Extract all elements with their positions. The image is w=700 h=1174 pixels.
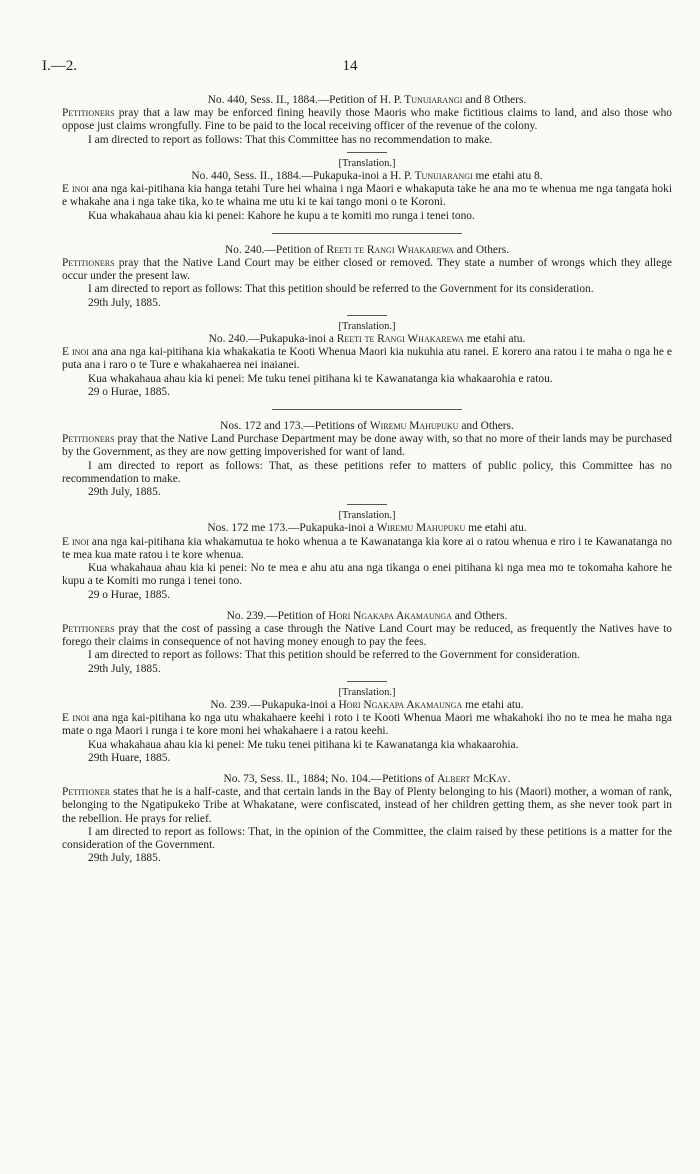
petitioner-name: Albert McKay. [437,772,511,785]
report-date: 29th Huare, 1885. [88,751,171,764]
petitions-list [62,94,672,865]
petitioner-name: Reeti te Rangi Whakarewa [326,243,454,256]
petition-text: pray that the Native Land Purchase Department may be done away with, so that no more of their lands may be purchased by the Government, as they are now getting impoverished for want of land. [62,433,672,459]
divider [272,409,462,410]
report-date: 29 o Hurae, 1885. [88,385,170,398]
section-heading [62,244,672,257]
heading-prefix: No. 239.—Pukapuka-inoi a [210,698,336,711]
petition-section [62,94,672,147]
section-body [62,433,672,499]
committee-report: Kua whakahaua ahau kia ki penei: Me tuku tenei pitihana ki te Kawanatanga kia whakaarohia. [88,738,519,751]
section-heading [62,773,672,786]
petitioner-name: H. P. Tunuiarangi [390,170,473,183]
translation-section [62,686,672,765]
section-heading [62,94,672,107]
report-date: 29th July, 1885. [88,852,161,865]
petitioner-name: Wiremu Mahupuku [376,522,466,535]
heading-prefix: Nos. 172 me 173.—Pukapuka-inoi a [207,522,374,535]
lead-word: E inoi [62,346,89,359]
translation-label: [Translation.] [338,510,396,522]
divider [347,681,387,682]
heading-suffix: me etahi atu 8. [475,170,543,183]
divider [347,315,387,316]
lead-word: Petitioners [62,257,115,270]
heading-prefix: No. 239.—Petition of [226,609,326,622]
section-body [62,183,672,223]
committee-report: Kua whakahaua ahau kia ki penei: Kahore he kupu a te komiti mo runga i tenei tono. [88,209,475,222]
petition-text: ana nga kai-pitihana kia hanga tetahi Ture hei whaina i nga Maori e whakaputa take he ana mo te whenua me nga tangata hoki e whakahe ana i nga take tika, ko te whaina me utu ki te kai tango moni o te Koroni. [62,183,672,209]
translation-section [62,320,672,399]
section-body [62,346,672,399]
translation-label: [Translation.] [338,320,396,332]
lead-word: E inoi [62,535,89,548]
heading-suffix: and Others. [461,420,514,433]
section-body [62,536,672,602]
section-heading [62,333,672,346]
section-heading [62,699,672,712]
section-body [62,712,672,765]
petition-text: ana nga kai-pitihana kia whakamutua te hoko whenua a te Kawanatanga kia kore ai o ratou whenua e riro i te Kawanatanga no te mea kua mate ratou i te kore whenua. [62,535,672,561]
committee-report: I am directed to report as follows: That this petition should be referred to the Government for its consideration. [88,283,594,296]
petition-text: ana ana nga kai-pitihana kia whakakatia te Kooti Whenua Maori kia nukuhia atu ranei. E korero ana ratou i te maha o nga he e puta ana i raro o te Ture e whakahaerea nei inaianei. [62,346,672,372]
lead-word: Petitioners [62,622,115,635]
section-heading [62,610,672,623]
translation-label: [Translation.] [338,157,396,169]
heading-prefix: No. 240.—Petition of [224,243,324,256]
heading-suffix: and Others. [456,243,510,256]
section-body [62,257,672,310]
lead-word: E inoi [62,712,90,725]
petition-text: pray that the Native Land Court may be either closed or removed. They state a number of wrongs which they allege occur under the present law. [62,257,672,283]
heading-prefix: No. 440, Sess. II., 1884.—Petition of [207,94,377,106]
divider [347,504,387,505]
petitioner-name: Hori Ngakapa Akamaunga [338,698,463,711]
report-date: 29th July, 1885. [88,296,161,309]
section-body [62,623,672,676]
divider [272,233,462,234]
lead-word: Petitioners [62,107,115,120]
committee-report: Kua whakahaua ahau kia ki penei: No te mea e ahu atu ana nga tikanga o enei pitihana ki nga mea mo te tokomaha kahore he kupu a te Komiti mo runga i tenei tono. [62,562,672,588]
report-date: 29th July, 1885. [88,662,161,675]
translation-section [62,157,672,223]
lead-word: E inoi [62,183,89,196]
section-heading [62,522,672,535]
heading-prefix: No. 240.—Pukapuka-inoi a [208,333,334,346]
translation-label: [Translation.] [338,686,396,698]
translation-section [62,509,672,601]
committee-report: I am directed to report as follows: That, in the opinion of the Committee, the claim raised by these petitions is a matter for the consideration of the Government. [62,825,672,851]
petition-text: pray that the cost of passing a case through the Native Land Court may be reduced, as frequently the Natives have to forego their claims in consequence of not having money enough to pay the fees. [62,622,672,649]
heading-suffix: me etahi atu. [468,522,527,535]
petition-section [62,420,672,499]
section-body [62,107,672,147]
heading-suffix: and 8 Others. [465,94,527,106]
paper-reference: I.—2. [42,58,77,74]
committee-report: I am directed to report as follows: That this Committee has no recommendation to make. [88,133,493,146]
petition-text: ana nga kai-pitihana ko nga utu whakahaere keehi i roto i te Kooti Whenua Maori me whakahoki iho no te mea he maha nga mate o nga Maori i runga i te kore moni hei whakahaere i a ratou keehi. [62,712,672,738]
petitioner-name: Reeti te Rangi Whakarewa [336,333,464,346]
section-body [62,786,672,865]
committee-report: Kua whakahaua ahau kia ki penei: Me tuku tenei pitihana ki te Kawanatanga kia whakaarohia e ratou. [88,372,553,385]
heading-suffix: me etahi atu. [466,333,526,346]
section-heading [62,170,672,183]
lead-word: Petitioners [62,433,115,446]
petition-section [62,244,672,310]
heading-suffix: me etahi atu. [465,698,524,711]
heading-prefix: Nos. 172 and 173.—Petitions of [220,420,367,433]
heading-prefix: No. 73, Sess. II., 1884; No. 104.—Petitions of [223,772,435,785]
petitioner-name: Wiremu Mahupuku [369,420,459,433]
petition-section [62,610,672,676]
lead-word: Petitioner [62,786,111,799]
petition-text: states that he is a half-caste, and that certain lands in the Bay of Plenty belonging to his (Maori) mother, a woman of rank, belonging to the Ngatipukeko Tribe at Whakatane, were confiscated, instead of her children getting them, as she never took part in the rebellion. He prays for relief. [62,786,672,825]
petitioner-name: H. P. Tunuiarangi [379,94,463,106]
divider [347,152,387,153]
petition-text: pray that a law may be enforced fining heavily those Maoris who make fictitious claims to land, and also those who oppose just claims wrongfully. Fine to be paid to the local receiving officer of the revenue of the colony. [62,107,672,133]
page-number: 14 [342,58,358,74]
heading-prefix: No. 440, Sess. II., 1884.—Pukapuka-inoi a [191,170,388,183]
petitioner-name: Hori Ngakapa Akamaunga [328,609,452,622]
heading-suffix: and Others. [454,609,508,622]
committee-report: I am directed to report as follows: That, as these petitions refer to matters of public policy, this Committee has no recommendation to make. [62,459,672,485]
petition-section [62,773,672,865]
committee-report: I am directed to report as follows: That this petition should be referred to the Government for consideration. [88,649,580,662]
report-date: 29 o Hurae, 1885. [88,588,170,601]
section-heading [62,420,672,433]
report-date: 29th July, 1885. [88,486,161,499]
